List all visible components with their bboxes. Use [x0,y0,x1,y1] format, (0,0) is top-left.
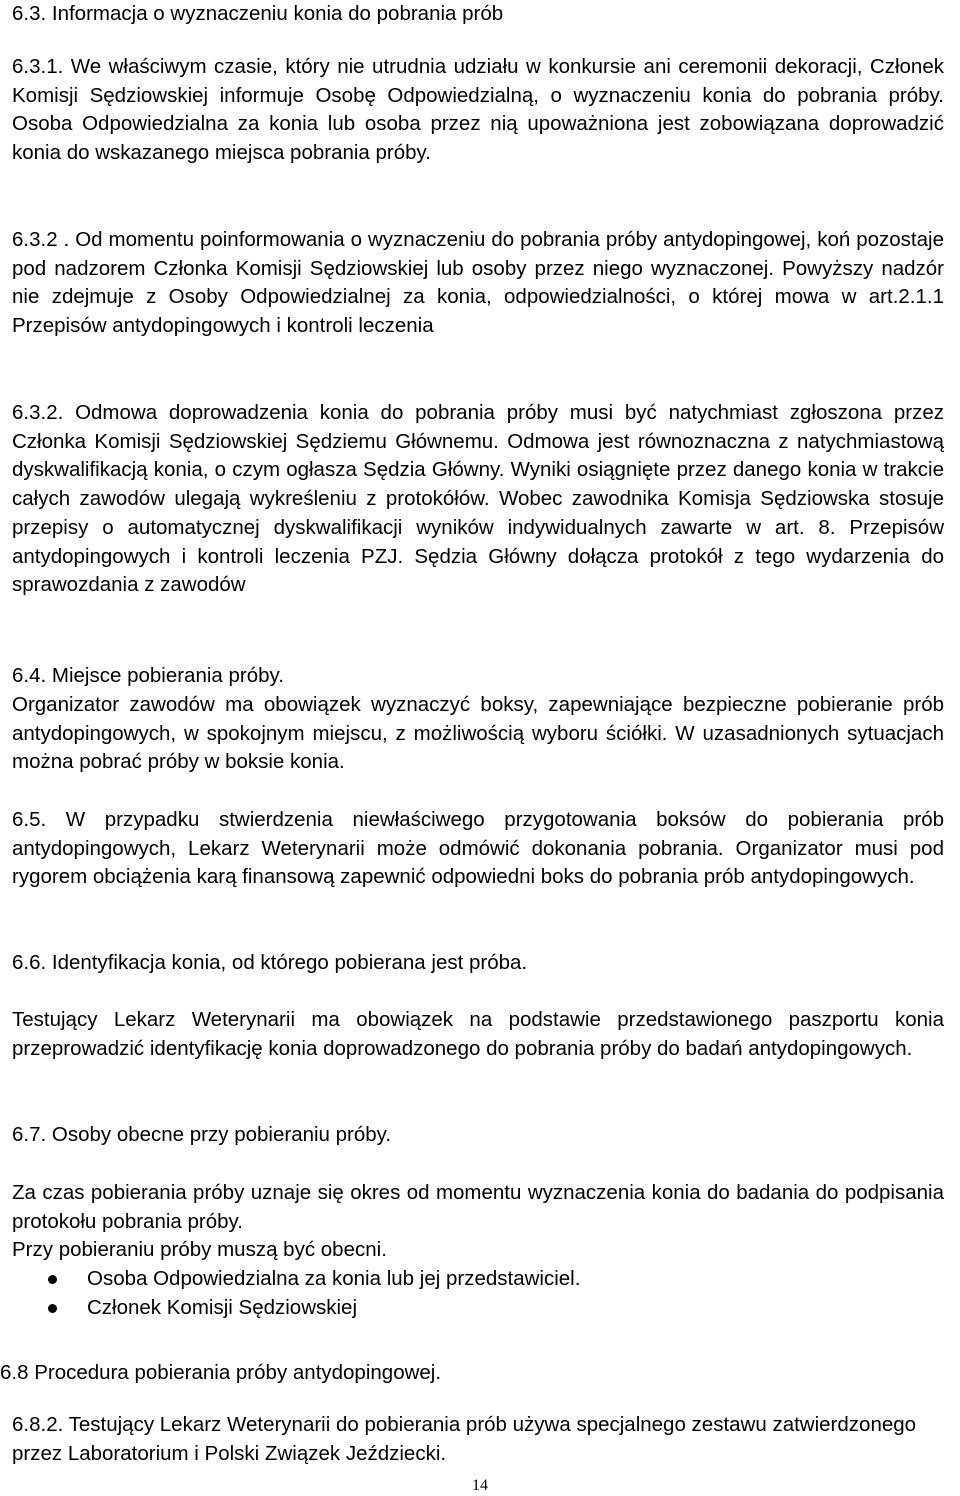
heading-6-4: 6.4. Miejsce pobierania próby. [12,664,284,687]
paragraph-6-3-1: 6.3.1. We właściwym czasie, który nie utrudnia udziału w konkursie ani ceremonii dekoracji, Członek Komisji Sędziowskiej informuje Osobę Odpowiedzialną, o wyznaczeniu konia do pobrania próby. Osoba Odpowiedzialna za konia lub osoba przez nią upoważniona jest zobowiązana doprowadzić konia do wskazanego miejsca pobrania próby. [12,55,944,165]
bullet-list-present-persons [12,1265,944,1322]
paragraph-6-7-period: Za czas pobierania próby uznaje się okres od momentu wyznaczenia konia do badania do podpisania protokołu pobrania próby. [12,1181,944,1233]
heading-6-8: 6.8 Procedura pobierania próby antydopingowej. [0,1361,442,1384]
paragraph-6-3-2-supervision: 6.3.2 . Od momentu poinformowania o wyznaczeniu do pobrania próby antydopingowej, koń pozostaje pod nadzorem Członka Komisji Sędziowskiej lub osoby przez niego wyznaczonej. Powyższy nadzór nie zdejmuje z Osoby Odpowiedzialnej za konia, odpowiedzialności, o której mowa w art.2.1.1 Przepisów antydopingowych i kontroli leczenia [12,228,944,338]
heading-6-3: 6.3. Informacja o wyznaczeniu konia do pobrania prób [12,2,504,25]
paragraph-6-4: Organizator zawodów ma obowiązek wyznaczyć boksy, zapewniające bezpieczne pobieranie prób antydopingowych, w spokojnym miejscu, z możliwością wyboru ściółki. W uzasadnionych sytuacjach można pobrać próby w boksie konia. [12,693,944,774]
heading-6-7: 6.7. Osoby obecne przy pobieraniu próby. [12,1123,392,1146]
bullet-icon [48,1304,57,1313]
paragraph-6-7-present: Przy pobieraniu próby muszą być obecni. [12,1238,387,1261]
paragraph-6-6: Testujący Lekarz Weterynarii ma obowiązek na podstawie przedstawionego paszportu konia przeprowadzić identyfikację konia doprowadzonego do pobrania próby do badań antydopingowych. [12,1008,944,1060]
heading-6-6: 6.6. Identyfikacja konia, od którego pobierana jest próba. [12,951,528,974]
paragraph-6-5: 6.5. W przypadku stwierdzenia niewłaściwego przygotowania boksów do pobierania prób antydopingowych, Lekarz Weterynarii może odmówić dokonania pobrania. Organizator musi pod rygorem obciążenia karą finansową zapewnić odpowiedni boks do pobrania prób antydopingowych. [12,808,944,889]
paragraph-6-3-2-refusal: 6.3.2. Odmowa doprowadzenia konia do pobrania próby musi być natychmiast zgłoszona przez Członka Komisji Sędziowskiej Sędziemu Głównemu. Odmowa jest równoznaczna z natychmiastową dyskwalifikacją konia, o czym ogłasza Sędzia Główny. Wyniki osiągnięte przez danego konia w trakcie całych zawodów ulegają wykreśleniu z protokółów. Wobec zawodnika Komisja Sędziowska stosuje przepisy o automatycznej dyskwalifikacji wyników indywidualnych zawarte w art. 8. Przepisów antydopingowych i kontroli leczenia PZJ. Sędzia Główny dołącza protokół z tego wydarzenia do sprawozdania z zawodów [12,401,944,597]
list-item: Członek Komisji Sędziowskiej [12,1294,944,1323]
list-item: Osoba Odpowiedzialna za konia lub jej przedstawiciel. [12,1265,944,1294]
bullet-icon [48,1275,57,1284]
page-number: 14 [472,1477,488,1494]
paragraph-6-8-2: 6.8.2. Testujący Lekarz Weterynarii do pobierania prób używa specjalnego zestawu zatwierdzonego przez Laboratorium i Polski Związek Jeździecki. [12,1413,917,1465]
